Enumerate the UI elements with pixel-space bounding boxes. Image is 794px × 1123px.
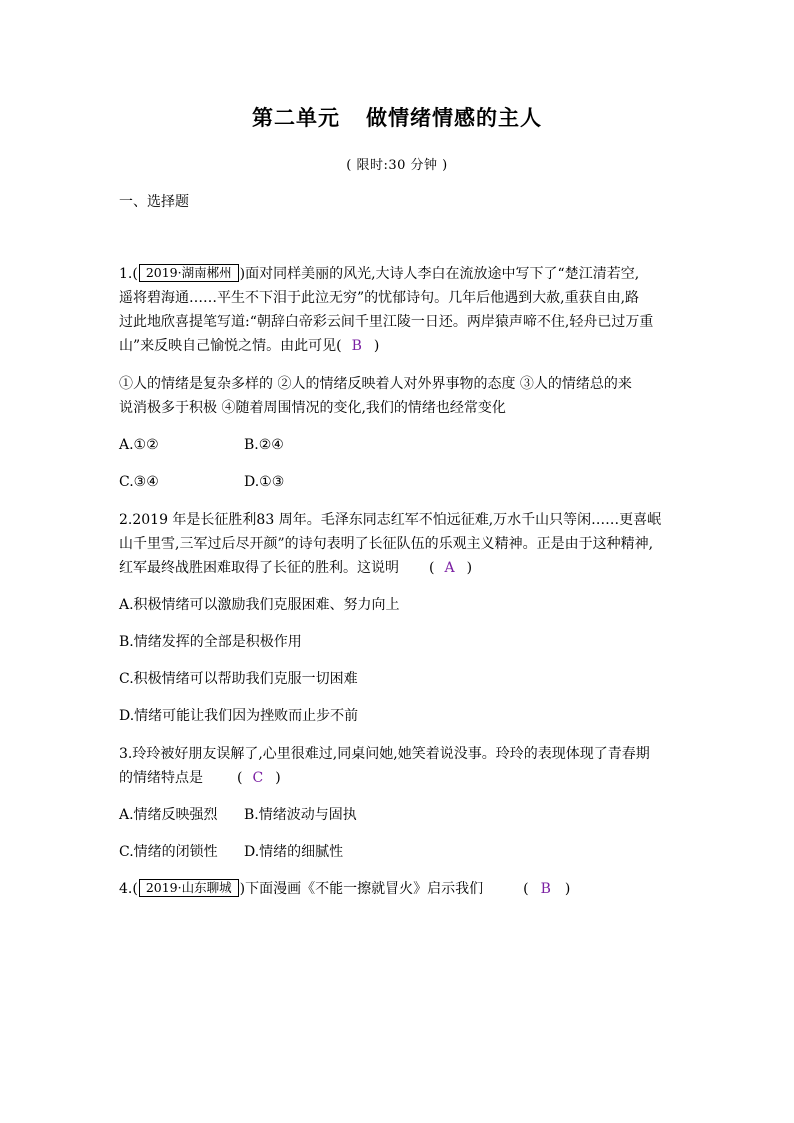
q2-option-a: A.积极情绪可以激励我们克服困难、努力向上 [119,597,400,613]
q1-source-box: 2019·湖南郴州 [139,264,239,282]
q1-options-row2 [119,472,284,492]
q2-line2: 山千里雪,三军过后尽开颜”的诗句表明了长征队伍的乐观主义精神。正是由于这种精神, [119,536,654,552]
q1-options-row1 [119,435,284,455]
q1-line2: 遥将碧海通……平生不下泪于此泣无穷”的忧郁诗句。几年后他遇到大赦,重获自由,路 [119,290,640,306]
q4-answer: B [540,881,551,897]
q2-option-b: B.情绪发挥的全部是积极作用 [119,634,302,650]
q3-option-a: A.情绪反映强烈 [119,807,218,823]
q3-options-row1 [119,805,357,825]
q1-option-d: D.①③ [244,474,285,490]
title-unit: 第二单元 [252,106,340,130]
q4-source-box: 2019·山东聊城 [139,879,239,897]
q3-line1: 3.玲玲被好朋友误解了,心里很难过,同桌问她,她笑着说没事。玲玲的表现体现了青春期 [119,746,650,762]
q1-statements-line2: 说消极多于积极 ④随着周围情况的变化,我们的情绪也经常变化 [119,400,506,416]
title-topic: 做情绪情感的主人 [366,106,542,130]
q3-line2: 的情绪特点是 ( C ) [119,770,281,786]
q2-option-c: C.积极情绪可以帮助我们克服一切困难 [119,671,358,687]
q1-option-a: A.①② [119,437,159,453]
q3-option-d: D.情绪的细腻性 [244,844,344,860]
q1-option-c: C.③④ [119,474,159,490]
q2-line3: 红军最终战胜困难取得了长征的胜利。这说明 ( A ) [119,560,473,576]
q1-line4: 山”来反映自己愉悦之情。由此可见( B ) [119,338,380,354]
q1-option-b: B.②④ [244,437,284,453]
q1-line3: 过此地欣喜提笔写道:“朝辞白帝彩云间千里江陵一日还。两岸猿声啼不住,轻舟已过万重 [119,314,654,330]
q2-answer: A [444,560,455,576]
q3-option-c: C.情绪的闭锁性 [119,844,218,860]
q1-statements-line1: ①人的情绪是复杂多样的 ②人的情绪反映着人对外界事物的态度 ③人的情绪总的来 [119,376,632,392]
q3-option-b: B.情绪波动与固执 [244,807,357,823]
q1-answer: B [351,338,362,354]
q3-answer: C [252,770,264,786]
page-title [0,102,794,132]
q4-line1: 4.( 2019·山东聊城 )下面漫画《不能一擦就冒火》启示我们 ( B ) [119,880,571,897]
q3-options-row2 [119,842,343,862]
section-heading: 一、选择题 [119,194,189,210]
time-limit: ( 限时:30 分钟 ) [346,158,448,173]
q1-line1: 1.( 2019·湖南郴州 )面对同样美丽的风光,大诗人李白在流放途中写下了“楚江清若空, [119,265,640,282]
q2-option-d: D.情绪可能让我们因为挫败而止步不前 [119,708,359,724]
q2-line1: 2.2019 年是长征胜利83 周年。毛泽东同志红军不怕远征难,万水千山只等闲……更喜岷 [119,512,662,528]
